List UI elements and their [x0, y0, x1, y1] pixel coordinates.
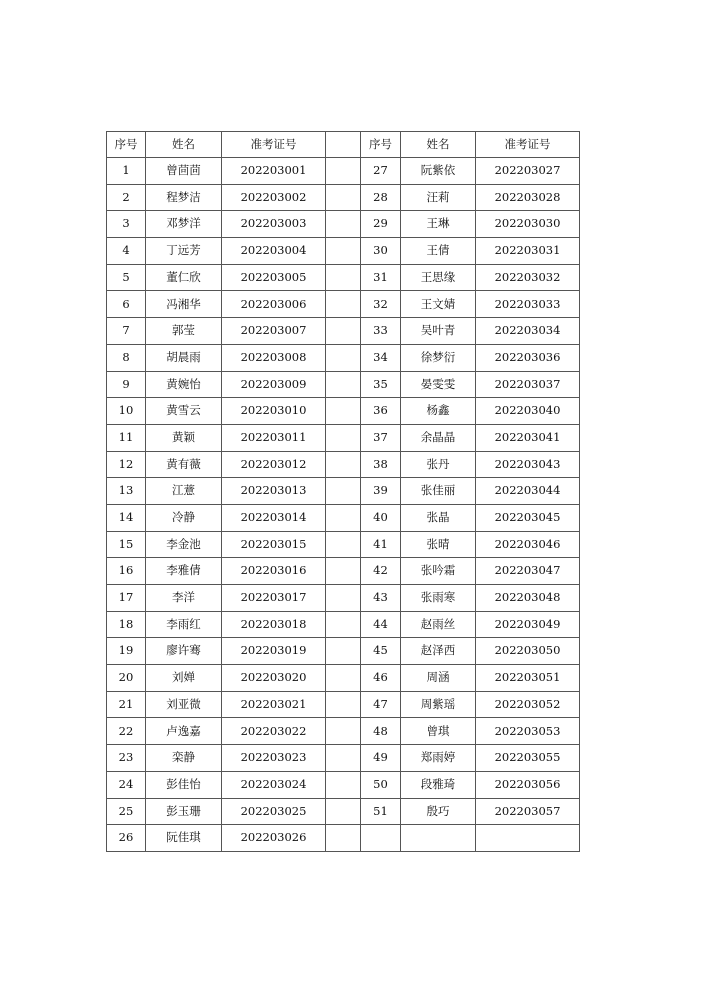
exam-id-cell: 202203031	[476, 238, 580, 265]
column-gap	[326, 424, 361, 451]
name-cell: 张晴	[401, 531, 476, 558]
name-cell: 彭玉珊	[146, 798, 222, 825]
column-gap	[326, 264, 361, 291]
name-cell: 卢逸嘉	[146, 718, 222, 745]
column-gap	[326, 238, 361, 265]
exam-id-cell: 202203047	[476, 558, 580, 585]
name-cell: 张吟霜	[401, 558, 476, 585]
name-cell: 汪莉	[401, 184, 476, 211]
exam-id-cell: 202203025	[222, 798, 326, 825]
table-row	[107, 371, 580, 398]
exam-id-cell: 202203040	[476, 398, 580, 425]
table-row	[107, 638, 580, 665]
seq-cell: 37	[361, 424, 401, 451]
exam-id-cell: 202203015	[222, 531, 326, 558]
table-row	[107, 184, 580, 211]
exam-id-cell: 202203002	[222, 184, 326, 211]
name-cell: 阮紫依	[401, 158, 476, 185]
header-seq-right: 序号	[361, 132, 401, 158]
exam-id-cell: 202203041	[476, 424, 580, 451]
exam-id-cell: 202203006	[222, 291, 326, 318]
seq-cell: 42	[361, 558, 401, 585]
name-cell: 李雨红	[146, 611, 222, 638]
name-cell: 曾琪	[401, 718, 476, 745]
name-cell: 黄婉怡	[146, 371, 222, 398]
exam-id-cell: 202203026	[222, 825, 326, 852]
name-cell: 程梦洁	[146, 184, 222, 211]
column-gap	[326, 745, 361, 772]
column-gap	[326, 585, 361, 612]
column-gap	[326, 318, 361, 345]
table-row	[107, 691, 580, 718]
exam-id-cell: 202203009	[222, 371, 326, 398]
exam-id-cell: 202203023	[222, 745, 326, 772]
name-cell: 黄有薇	[146, 451, 222, 478]
name-cell: 段雅琦	[401, 771, 476, 798]
exam-id-cell: 202203051	[476, 665, 580, 692]
exam-id-cell: 202203018	[222, 611, 326, 638]
seq-cell: 19	[107, 638, 146, 665]
exam-id-cell: 202203053	[476, 718, 580, 745]
seq-cell: 29	[361, 211, 401, 238]
name-cell: 赵泽西	[401, 638, 476, 665]
seq-cell: 49	[361, 745, 401, 772]
name-cell: 刘婵	[146, 665, 222, 692]
exam-id-cell: 202203049	[476, 611, 580, 638]
seq-cell: 50	[361, 771, 401, 798]
seq-cell: 1	[107, 158, 146, 185]
seq-cell: 14	[107, 504, 146, 531]
table-row	[107, 825, 580, 852]
column-gap	[326, 531, 361, 558]
exam-id-cell: 202203024	[222, 771, 326, 798]
name-cell: 邓梦洋	[146, 211, 222, 238]
seq-cell: 30	[361, 238, 401, 265]
header-row	[107, 132, 580, 158]
column-gap	[326, 504, 361, 531]
exam-id-cell	[476, 825, 580, 852]
seq-cell: 15	[107, 531, 146, 558]
seq-cell: 40	[361, 504, 401, 531]
name-cell: 董仁欣	[146, 264, 222, 291]
seq-cell: 16	[107, 558, 146, 585]
name-cell: 吴叶青	[401, 318, 476, 345]
seq-cell: 7	[107, 318, 146, 345]
header-exam-id-left: 准考证号	[222, 132, 326, 158]
table-row	[107, 158, 580, 185]
column-gap	[326, 611, 361, 638]
exam-id-cell: 202203017	[222, 585, 326, 612]
name-cell: 张晶	[401, 504, 476, 531]
seq-cell: 41	[361, 531, 401, 558]
column-gap	[326, 132, 361, 158]
exam-id-cell: 202203032	[476, 264, 580, 291]
seq-cell: 17	[107, 585, 146, 612]
column-gap	[326, 211, 361, 238]
exam-id-cell: 202203014	[222, 504, 326, 531]
exam-id-cell: 202203021	[222, 691, 326, 718]
seq-cell: 31	[361, 264, 401, 291]
name-cell: 徐梦衍	[401, 344, 476, 371]
table-row	[107, 745, 580, 772]
table-row	[107, 211, 580, 238]
name-cell: 黄颖	[146, 424, 222, 451]
column-gap	[326, 291, 361, 318]
name-cell: 江薏	[146, 478, 222, 505]
column-gap	[326, 478, 361, 505]
exam-id-cell: 202203043	[476, 451, 580, 478]
header-exam-id-right: 准考证号	[476, 132, 580, 158]
seq-cell: 10	[107, 398, 146, 425]
table-row	[107, 451, 580, 478]
name-cell: 王思缘	[401, 264, 476, 291]
name-cell: 周紫瑶	[401, 691, 476, 718]
exam-id-cell: 202203045	[476, 504, 580, 531]
seq-cell: 35	[361, 371, 401, 398]
exam-id-cell: 202203019	[222, 638, 326, 665]
header-name-left: 姓名	[146, 132, 222, 158]
seq-cell: 36	[361, 398, 401, 425]
name-cell: 栾静	[146, 745, 222, 772]
exam-id-cell: 202203036	[476, 344, 580, 371]
seq-cell: 45	[361, 638, 401, 665]
exam-id-cell: 202203010	[222, 398, 326, 425]
seq-cell: 26	[107, 825, 146, 852]
seq-cell: 33	[361, 318, 401, 345]
name-cell: 周涵	[401, 665, 476, 692]
seq-cell	[361, 825, 401, 852]
table-row	[107, 771, 580, 798]
seq-cell: 12	[107, 451, 146, 478]
name-cell: 廖许骞	[146, 638, 222, 665]
table-row	[107, 531, 580, 558]
seq-cell: 5	[107, 264, 146, 291]
exam-id-cell: 202203001	[222, 158, 326, 185]
exam-id-cell: 202203020	[222, 665, 326, 692]
table-row	[107, 478, 580, 505]
name-cell: 杨鑫	[401, 398, 476, 425]
seq-cell: 44	[361, 611, 401, 638]
seq-cell: 39	[361, 478, 401, 505]
exam-id-cell: 202203055	[476, 745, 580, 772]
table-row	[107, 318, 580, 345]
table-row	[107, 344, 580, 371]
name-cell: 张雨寒	[401, 585, 476, 612]
name-cell: 曾茴茴	[146, 158, 222, 185]
name-cell: 刘亚微	[146, 691, 222, 718]
exam-id-cell: 202203004	[222, 238, 326, 265]
header-seq-left: 序号	[107, 132, 146, 158]
seq-cell: 46	[361, 665, 401, 692]
table-row	[107, 291, 580, 318]
exam-id-cell: 202203056	[476, 771, 580, 798]
column-gap	[326, 638, 361, 665]
seq-cell: 22	[107, 718, 146, 745]
name-cell: 张丹	[401, 451, 476, 478]
column-gap	[326, 451, 361, 478]
name-cell	[401, 825, 476, 852]
seq-cell: 38	[361, 451, 401, 478]
name-cell: 余晶晶	[401, 424, 476, 451]
seq-cell: 9	[107, 371, 146, 398]
seq-cell: 20	[107, 665, 146, 692]
table-row	[107, 558, 580, 585]
name-cell: 冯湘华	[146, 291, 222, 318]
exam-id-cell: 202203050	[476, 638, 580, 665]
exam-id-cell: 202203008	[222, 344, 326, 371]
column-gap	[326, 158, 361, 185]
seq-cell: 8	[107, 344, 146, 371]
seq-cell: 43	[361, 585, 401, 612]
seq-cell: 34	[361, 344, 401, 371]
name-cell: 阮佳琪	[146, 825, 222, 852]
name-cell: 王倩	[401, 238, 476, 265]
seq-cell: 27	[361, 158, 401, 185]
name-cell: 李雅倩	[146, 558, 222, 585]
exam-id-cell: 202203034	[476, 318, 580, 345]
column-gap	[326, 184, 361, 211]
seq-cell: 23	[107, 745, 146, 772]
column-gap	[326, 344, 361, 371]
column-gap	[326, 771, 361, 798]
exam-id-cell: 202203052	[476, 691, 580, 718]
name-cell: 黄雪云	[146, 398, 222, 425]
seq-cell: 4	[107, 238, 146, 265]
exam-id-cell: 202203007	[222, 318, 326, 345]
exam-id-cell: 202203044	[476, 478, 580, 505]
column-gap	[326, 665, 361, 692]
header-name-right: 姓名	[401, 132, 476, 158]
table-row	[107, 238, 580, 265]
exam-id-cell: 202203016	[222, 558, 326, 585]
seq-cell: 51	[361, 798, 401, 825]
seq-cell: 28	[361, 184, 401, 211]
name-cell: 郑雨婷	[401, 745, 476, 772]
table-row	[107, 611, 580, 638]
exam-id-cell: 202203048	[476, 585, 580, 612]
exam-id-cell: 202203013	[222, 478, 326, 505]
name-cell: 王文婧	[401, 291, 476, 318]
name-cell: 王琳	[401, 211, 476, 238]
column-gap	[326, 798, 361, 825]
table-row	[107, 718, 580, 745]
exam-id-cell: 202203033	[476, 291, 580, 318]
column-gap	[326, 718, 361, 745]
seq-cell: 2	[107, 184, 146, 211]
seq-cell: 25	[107, 798, 146, 825]
exam-id-cell: 202203005	[222, 264, 326, 291]
table-row	[107, 585, 580, 612]
name-cell: 晏雯雯	[401, 371, 476, 398]
exam-id-cell: 202203027	[476, 158, 580, 185]
seq-cell: 21	[107, 691, 146, 718]
table-row	[107, 264, 580, 291]
exam-id-cell: 202203022	[222, 718, 326, 745]
exam-id-cell: 202203057	[476, 798, 580, 825]
exam-id-cell: 202203030	[476, 211, 580, 238]
exam-id-cell: 202203046	[476, 531, 580, 558]
seq-cell: 3	[107, 211, 146, 238]
name-cell: 赵雨丝	[401, 611, 476, 638]
table-row	[107, 504, 580, 531]
name-cell: 胡晨雨	[146, 344, 222, 371]
name-cell: 郭莹	[146, 318, 222, 345]
seq-cell: 13	[107, 478, 146, 505]
seq-cell: 47	[361, 691, 401, 718]
name-cell: 彭佳怡	[146, 771, 222, 798]
name-cell: 李洋	[146, 585, 222, 612]
exam-id-cell: 202203012	[222, 451, 326, 478]
seq-cell: 48	[361, 718, 401, 745]
exam-id-cell: 202203011	[222, 424, 326, 451]
exam-id-cell: 202203037	[476, 371, 580, 398]
table-row	[107, 424, 580, 451]
seq-cell: 6	[107, 291, 146, 318]
table-row	[107, 798, 580, 825]
column-gap	[326, 558, 361, 585]
name-cell: 张佳丽	[401, 478, 476, 505]
name-cell: 殷巧	[401, 798, 476, 825]
name-cell: 李金池	[146, 531, 222, 558]
column-gap	[326, 371, 361, 398]
seq-cell: 24	[107, 771, 146, 798]
table-row	[107, 398, 580, 425]
seq-cell: 18	[107, 611, 146, 638]
column-gap	[326, 825, 361, 852]
seq-cell: 32	[361, 291, 401, 318]
exam-roster-table	[106, 131, 580, 852]
exam-id-cell: 202203028	[476, 184, 580, 211]
name-cell: 冷静	[146, 504, 222, 531]
column-gap	[326, 691, 361, 718]
column-gap	[326, 398, 361, 425]
seq-cell: 11	[107, 424, 146, 451]
exam-id-cell: 202203003	[222, 211, 326, 238]
name-cell: 丁远芳	[146, 238, 222, 265]
table-row	[107, 665, 580, 692]
